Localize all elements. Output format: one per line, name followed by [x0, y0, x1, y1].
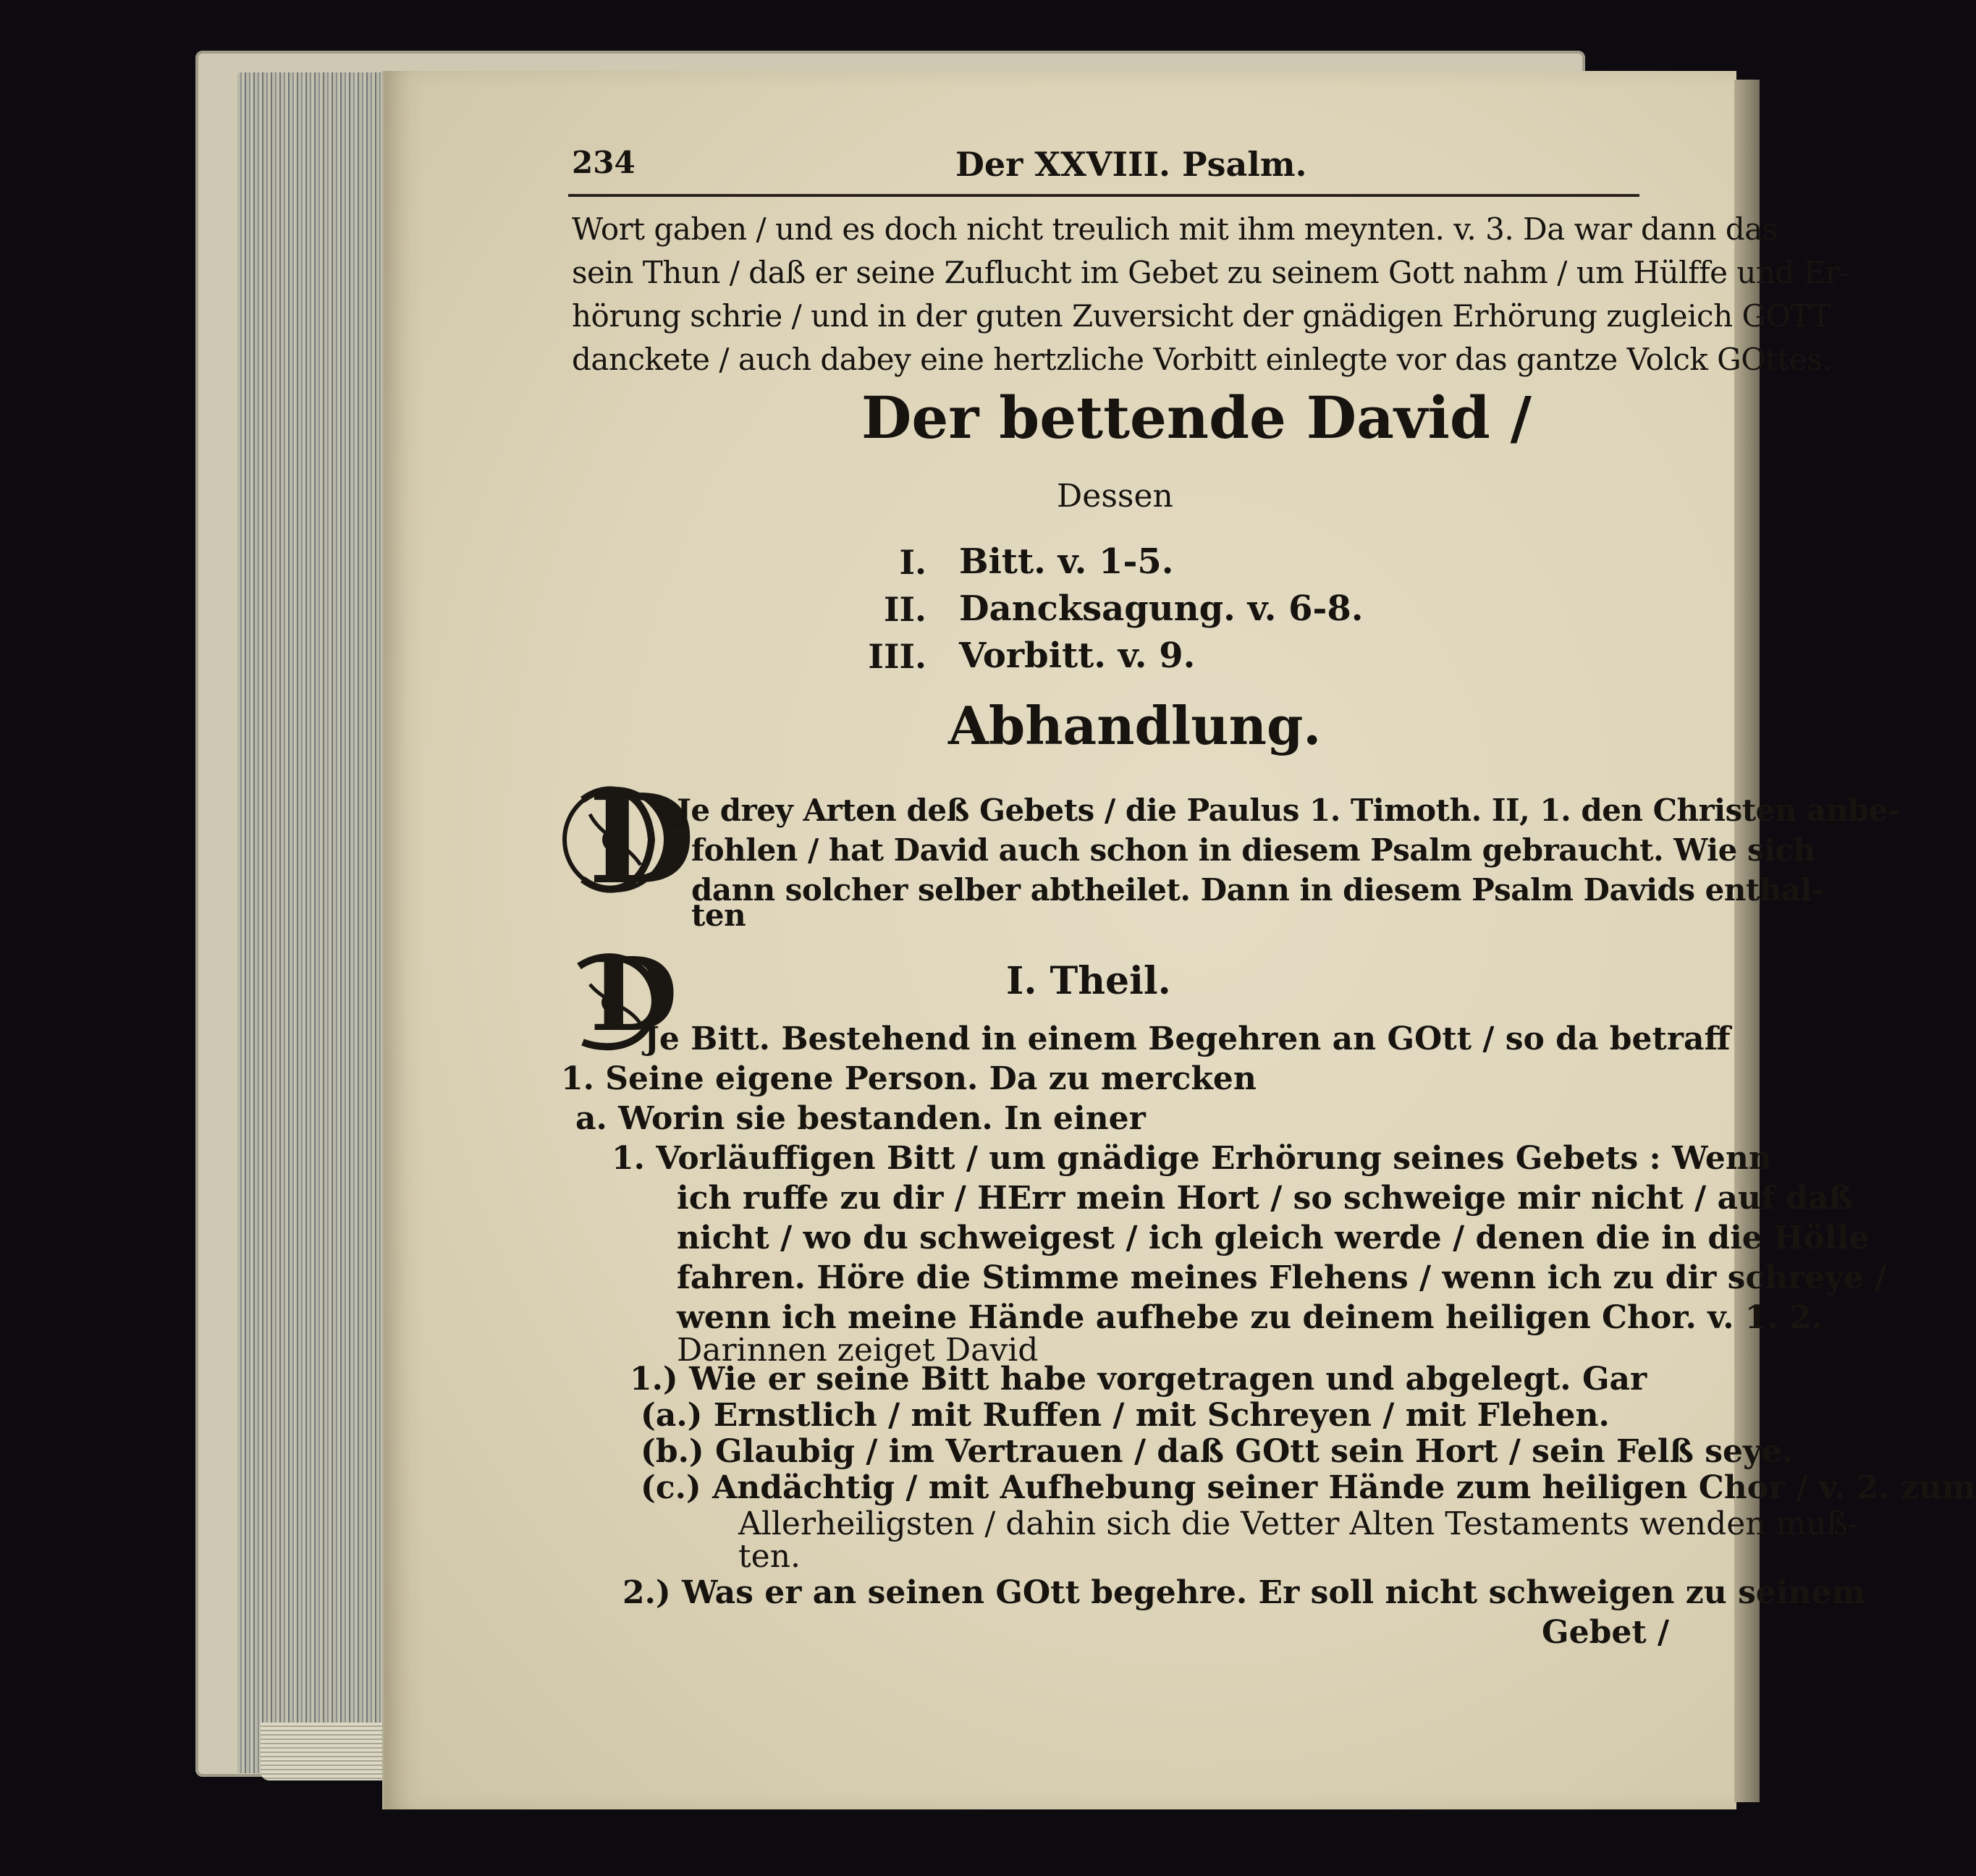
intro-line: Wort gaben / und es doch nicht treulich mit ihm meynten. v. 3. Da war dann das	[572, 211, 1778, 247]
outline-line: Allerheiligsten / dahin sich die Vetter Alten Testaments wenden muß-	[738, 1505, 1859, 1542]
outline-line: 1.) Wie er seine Bitt habe vorgetragen und abgelegt. Gar	[630, 1361, 1647, 1398]
subheading-dessen: Dessen	[1057, 478, 1173, 515]
abh-line: ten	[691, 897, 746, 933]
main-heading: Der bettende David /	[861, 384, 1532, 452]
facing-page-edge	[1734, 80, 1760, 1802]
initial-letter: D	[588, 767, 696, 912]
outline-line: Darinnen zeiget David	[677, 1332, 1039, 1369]
outline-line: 2.) Was er an seinen GOtt begehre. Er soll nicht schweigen zu seinem	[622, 1574, 1866, 1611]
outline-line: ich ruffe zu dir / HErr mein Hort / so schweige mir nicht / auf daß	[677, 1180, 1853, 1217]
toc-entry: Vorbitt. v. 9.	[959, 635, 1196, 676]
outline-line: wenn ich meine Hände aufhebe zu deinem heiligen Chor. v. 1. 2.	[677, 1299, 1823, 1336]
toc-number: I.	[899, 543, 926, 582]
outline-line: a. Worin sie bestanden. In einer	[575, 1100, 1146, 1137]
catchword: Gebet /	[1542, 1614, 1670, 1651]
toc-number: III.	[868, 637, 926, 676]
intro-line: hörung schrie / und in der guten Zuversicht der gnädigen Erhörung zugleich GOTT	[572, 298, 1831, 334]
outline-line: (a.) Ernstlich / mit Ruffen / mit Schreyen / mit Flehen.	[641, 1397, 1610, 1434]
intro-line: sein Thun / daß er seine Zuflucht im Gebet zu seinem Gott nahm / um Hülffe und Er-	[572, 255, 1850, 290]
initial-letter: D	[590, 936, 678, 1055]
outline-line: (c.) Andächtig / mit Aufhebung seiner Hände zum heiligen Chor / v. 2. zum	[641, 1469, 1976, 1506]
toc-number: II.	[883, 590, 926, 629]
running-title: Der XXVIII. Psalm.	[955, 145, 1307, 184]
toc-entry: Dancksagung. v. 6-8.	[959, 588, 1364, 629]
page-block-edges	[237, 72, 397, 1773]
outline-line: (b.) Glaubig / im Vertrauen / daß GOtt sein Hort / sein Felß seye.	[641, 1433, 1793, 1470]
outline-line: fahren. Höre die Stimme meines Flehens / wenn ich zu dir schreye /	[677, 1259, 1887, 1296]
abh-line: fohlen / hat David auch schon in diesem Psalm gebraucht. Wie sich	[691, 832, 1815, 868]
part-heading: I. Theil.	[1006, 959, 1171, 1003]
outline-line: 1. Seine eigene Person. Da zu mercken	[561, 1060, 1257, 1097]
abh-line: dann solcher selber abtheilet. Dann in diesem Psalm Davids enthal-	[691, 872, 1824, 908]
outline-line: nicht / wo du schweigest / ich gleich werde / denen die in die Hölle	[677, 1220, 1870, 1256]
page-number: 234	[572, 145, 636, 180]
outline-line: ten.	[738, 1538, 801, 1575]
intro-line: danckete / auch dabey eine hertzliche Vorbitt einlegte vor das gantze Volck GOttes.	[572, 342, 1832, 377]
outline-line: Je Bitt. Bestehend in einem Begehren an GOtt / so da betraff	[644, 1021, 1731, 1057]
decorated-initial	[561, 767, 696, 912]
section-heading: Abhandlung.	[948, 695, 1322, 756]
toc-entry: Bitt. v. 1-5.	[959, 541, 1174, 582]
abh-line: Je drey Arten deß Gebets / die Paulus 1. Timoth. II, 1. den Christen anbe-	[677, 793, 1900, 828]
header-rule	[568, 194, 1639, 197]
outline-line: 1. Vorläuffigen Bitt / um gnädige Erhörung seines Gebets : Wenn	[612, 1140, 1772, 1177]
